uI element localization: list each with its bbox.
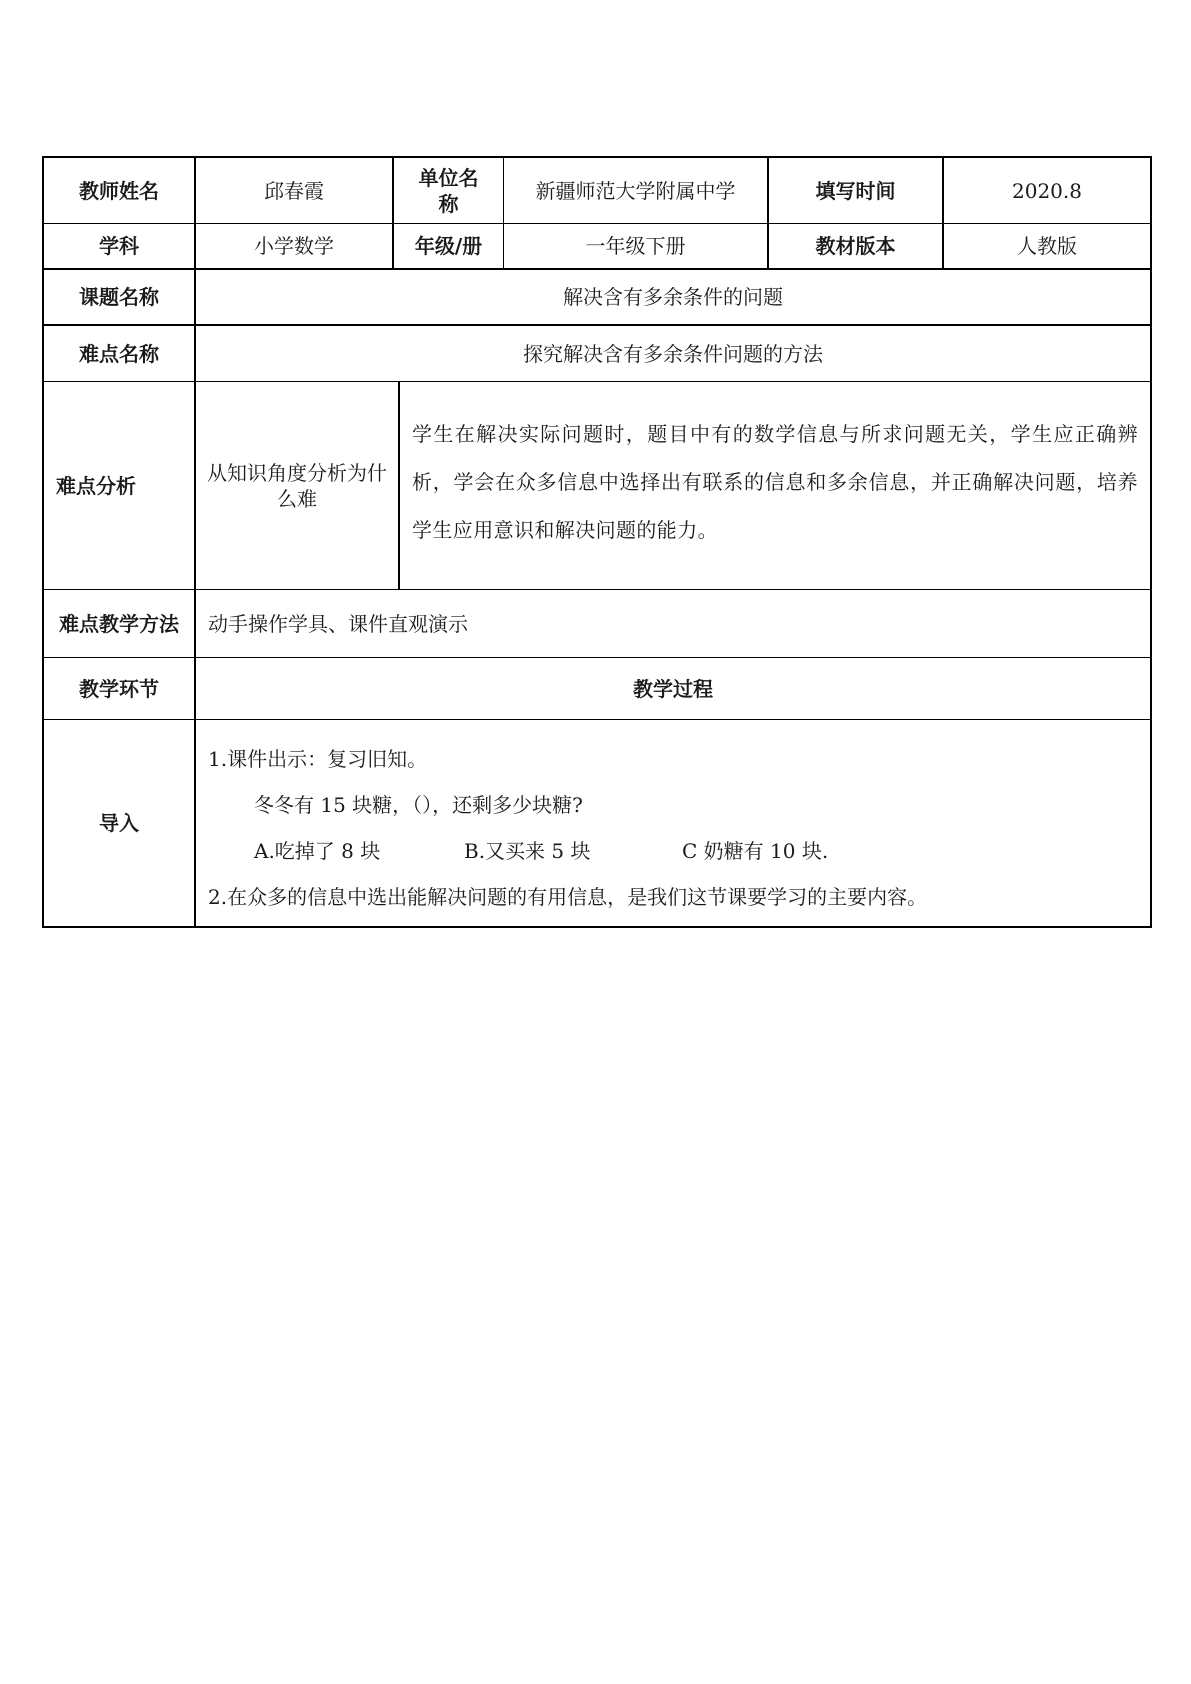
edition-value: 人教版: [944, 224, 1150, 270]
option-c: C 奶糖有 10 块.: [682, 839, 829, 863]
intro-line-1: 1.课件出示：复习旧知。: [208, 747, 428, 771]
grade-value: 一年级下册: [504, 224, 769, 270]
intro-options: [208, 828, 828, 874]
teacher-name-label: 教师姓名: [44, 158, 196, 224]
process-header: 教学过程: [196, 658, 1150, 720]
intro-line-4: 2.在众多的信息中选出能解决问题的有用信息，是我们这节课要学习的主要内容。: [208, 885, 928, 909]
fill-date-label: 填写时间: [769, 158, 944, 224]
subject-value: 小学数学: [196, 224, 394, 270]
edition-label: 教材版本: [769, 224, 944, 270]
unit-name-label: 单位名称: [394, 158, 504, 224]
subject-label: 学科: [44, 224, 196, 270]
intro-content: [196, 720, 1150, 926]
option-a: A.吃掉了 8 块: [254, 839, 381, 863]
analysis-sublabel: 从知识角度分析为什么难: [196, 382, 400, 590]
fill-date-value: 2020.8: [944, 158, 1150, 224]
grade-label: 年级/册: [394, 224, 504, 270]
intro-label: 导入: [44, 720, 196, 926]
process-stage-label: 教学环节: [44, 658, 196, 720]
difficulty-label: 难点名称: [44, 326, 196, 382]
topic-label: 课题名称: [44, 270, 196, 326]
difficulty-value: 探究解决含有多余条件问题的方法: [196, 326, 1150, 382]
method-value: 动手操作学具、课件直观演示: [196, 590, 1150, 658]
option-b: B.又买来 5 块: [464, 839, 591, 863]
lesson-plan-table: [42, 156, 1152, 928]
intro-line-2: 冬冬有 15 块糖，（），还剩多少块糖?: [254, 793, 583, 817]
method-label: 难点教学方法: [44, 590, 196, 658]
topic-value: 解决含有多余条件的问题: [196, 270, 1150, 326]
analysis-text: 学生在解决实际问题时，题目中有的数学信息与所求问题无关，学生应正确辨析，学会在众多信息中选择出有联系的信息和多余信息，并正确解决问题，培养学生应用意识和解决问题的能力。: [400, 382, 1150, 590]
unit-name-value: 新疆师范大学附属中学: [504, 158, 769, 224]
analysis-label: 难点分析: [44, 382, 196, 590]
teacher-name-value: 邱春霞: [196, 158, 394, 224]
